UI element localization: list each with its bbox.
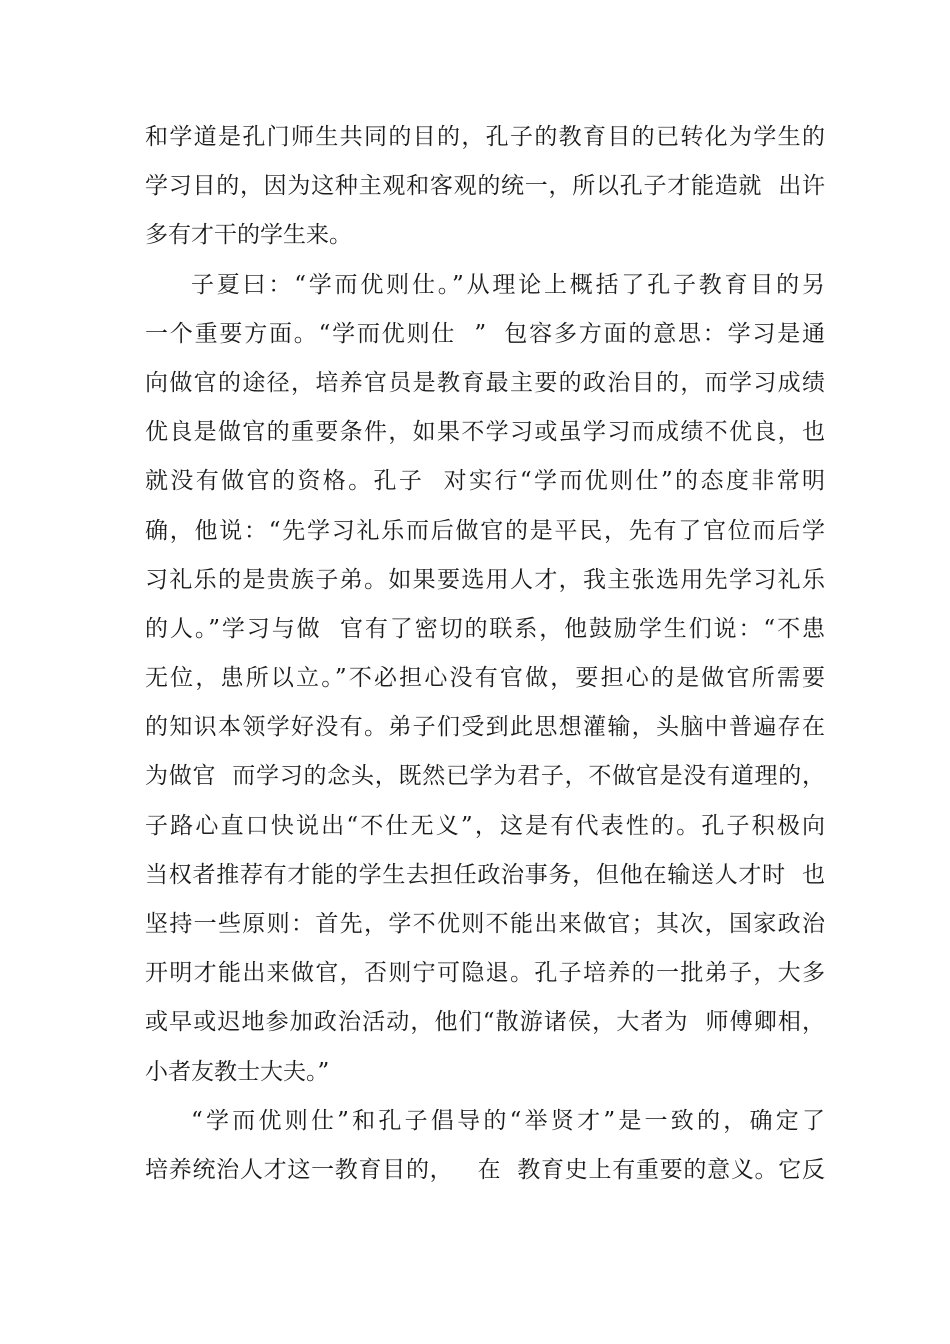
text-line: 一个重要方面。“学而优则仕 ” 包容多方面的意思：学习是通 — [145, 320, 825, 347]
text-line: 确，他说：“先学习礼乐而后做官的是平民，先有了官位而后学 — [145, 517, 825, 544]
text-line: 的知识本领学好没有。弟子们受到此思想灌输，头脑中普遍存在 — [145, 714, 825, 741]
body-text — [145, 113, 825, 1195]
text-line: 无位，患所以立。”不必担心没有官做，要担心的是做官所需要 — [145, 665, 825, 692]
text-line: 为做官 而学习的念头，既然已学为君子，不做官是没有道理的， — [145, 763, 825, 790]
text-line: 和学道是孔门师生共同的目的，孔子的教育目的已转化为学生的 — [145, 124, 825, 150]
text-line: 就没有做官的资格。孔子 对实行“学而优则仕”的态度非常明 — [145, 468, 825, 495]
text-line: 小者友教士大夫。” — [145, 1058, 330, 1085]
text-line: 培养统治人才这一教育目的， 在 教育史上有重要的意义。它反 — [145, 1156, 825, 1183]
text-line: 习礼乐的是贵族子弟。如果要选用人才，我主张选用先学习礼乐 — [145, 566, 825, 593]
text-line: 子路心直口快说出“不仕无义”，这是有代表性的。孔子积极向 — [145, 812, 825, 839]
text-line: 或早或迟地参加政治活动，他们“散游诸侯，大者为 师傅卿相， — [145, 1009, 825, 1036]
text-line: “学而优则仕”和孔子倡导的“举贤才”是一致的，确定了 — [191, 1107, 825, 1134]
text-line: 的人。”学习与做 官有了密切的联系，他鼓励学生们说：“不患 — [145, 615, 825, 642]
text-line: 开明才能出来做官，否则宁可隐退。孔子培养的一批弟子，大多 — [145, 960, 825, 987]
text-line: 当权者推荐有才能的学生去担任政治事务，但他在输送人才时 也 — [145, 861, 825, 888]
text-line: 学习目的，因为这种主观和客观的统一，所以孔子才能造就 出许 — [145, 173, 825, 200]
text-line: 坚持一些原则：首先，学不优则不能出来做官；其次，国家政治 — [145, 911, 825, 937]
text-line: 优良是做官的重要条件，如果不学习或虽学习而成绩不优良，也 — [145, 419, 825, 446]
text-line: 向做官的途径，培养官员是教育最主要的政治目的，而学习成绩 — [145, 369, 825, 396]
text-line: 多有才干的学生来。 — [145, 222, 352, 249]
text-line: 子夏曰：“学而优则仕。”从理论上概括了孔子教育目的另 — [191, 271, 825, 298]
